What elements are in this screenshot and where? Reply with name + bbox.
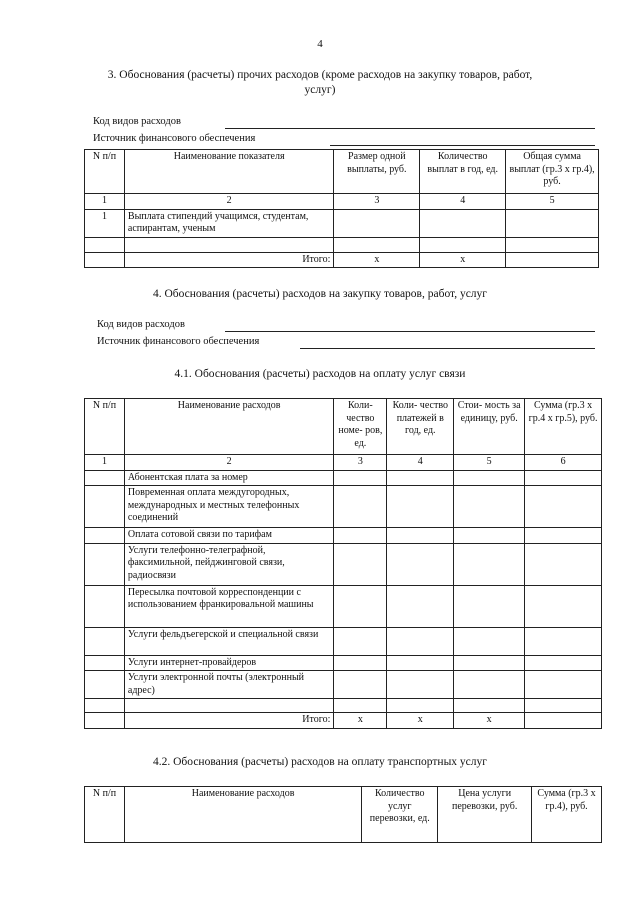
empty-cell[interactable] [85,486,125,528]
empty-cell[interactable] [334,585,387,627]
section41-title: 4.1. Обоснования (расчеты) расходов на оплату услуг связи [174,368,466,380]
table-row [85,671,602,699]
table-header-row [85,399,602,455]
table-row [85,470,602,486]
section3-title-line1: 3. Обоснования (расчеты) прочих расходов (кроме расходов на закупку товаров, работ, [107,69,533,81]
col-number: 3 [334,455,387,471]
empty-cell [85,713,125,729]
empty-cell[interactable] [85,671,125,699]
empty-cell[interactable] [454,528,525,544]
row-name: Услуги электронной почты (электронный адрес) [124,671,334,699]
table-row [85,627,602,655]
row-name: Абонентская плата за номер [124,470,334,486]
empty-cell[interactable] [334,528,387,544]
header-name: Наименование показателя [124,150,334,194]
total-sum-cell[interactable] [506,252,599,268]
total-x: x [334,252,420,268]
col-number: 1 [85,455,125,471]
empty-cell[interactable] [85,237,125,252]
empty-cell[interactable] [387,699,454,713]
empty-cell[interactable] [454,627,525,655]
total-x: x [454,713,525,729]
empty-cell[interactable] [420,209,506,237]
empty-cell[interactable] [454,585,525,627]
col-number: 2 [124,455,334,471]
table-header-row [85,150,599,194]
table-row [85,486,602,528]
empty-cell[interactable] [334,470,387,486]
section3-expense-code-line [225,128,595,129]
empty-cell[interactable] [387,585,454,627]
header-transport-price: Цена услуги перевозки, руб. [438,787,532,843]
empty-cell[interactable] [506,237,599,252]
header-name: Наименование расходов [124,787,361,843]
empty-cell[interactable] [124,699,334,713]
empty-cell[interactable] [334,237,420,252]
header-name: Наименование расходов [124,399,334,455]
table-row [85,585,602,627]
col-number: 3 [334,194,420,210]
empty-cell[interactable] [525,585,602,627]
empty-cell[interactable] [334,627,387,655]
empty-cell[interactable] [85,585,125,627]
empty-cell[interactable] [454,699,525,713]
table-row [85,543,602,585]
section4-funding-source-label: Источник финансового обеспечения [97,336,260,347]
empty-cell[interactable] [387,528,454,544]
section3-title-line2: услуг) [304,84,336,96]
total-x: x [387,713,454,729]
total-row [85,252,599,268]
section4-title: 4. Обоснования (расчеты) расходов на закупку товаров, работ, услуг [152,288,488,300]
empty-cell[interactable] [387,470,454,486]
empty-cell[interactable] [454,543,525,585]
empty-cell[interactable] [525,528,602,544]
row-name: Услуги телефонно-телеграфной, факсимильной, пейджинговой связи, радиосвязи [124,543,334,585]
empty-cell[interactable] [454,671,525,699]
empty-cell[interactable] [334,209,420,237]
empty-cell[interactable] [454,655,525,671]
empty-cell[interactable] [420,237,506,252]
empty-cell[interactable] [525,671,602,699]
empty-cell[interactable] [525,486,602,528]
column-number-row [85,455,602,471]
empty-cell [85,252,125,268]
header-num: N п/п [85,399,125,455]
header-payment-count: Количество выплат в год, ед. [420,150,506,194]
col-number: 6 [525,455,602,471]
total-label: Итого: [124,713,334,729]
empty-cell[interactable] [85,655,125,671]
col-number: 4 [420,194,506,210]
table-header-row [85,787,602,843]
empty-cell[interactable] [334,543,387,585]
empty-cell[interactable] [334,486,387,528]
empty-cell[interactable] [124,237,334,252]
row-name: Оплата сотовой связи по тарифам [124,528,334,544]
empty-cell[interactable] [85,528,125,544]
empty-cell[interactable] [85,470,125,486]
empty-cell[interactable] [387,655,454,671]
empty-cell[interactable] [525,627,602,655]
header-transport-count: Количество услуг перевозки, ед. [362,787,438,843]
page-number: 4 [317,38,323,50]
row-name: Выплата стипендий учащимся, студентам, аспирантам, ученым [124,209,334,237]
row-num: 1 [85,209,125,237]
header-num: N п/п [85,787,125,843]
row-name: Услуги интернет-провайдеров [124,655,334,671]
col-number: 2 [124,194,334,210]
col-number: 5 [506,194,599,210]
empty-cell[interactable] [525,699,602,713]
section4-expense-code-label: Код видов расходов [97,319,185,330]
section3-table [84,149,599,268]
row-name: Пересылка почтовой корреспонденции с использованием франкировальной машины [124,585,334,627]
section41-table [84,398,602,729]
col-number: 4 [387,455,454,471]
empty-cell[interactable] [85,543,125,585]
total-sum-cell[interactable] [525,713,602,729]
empty-cell[interactable] [85,627,125,655]
total-row [85,713,602,729]
empty-cell[interactable] [387,486,454,528]
empty-cell[interactable] [454,486,525,528]
section4-funding-source-line [300,348,595,349]
header-total-sum: Общая сумма выплат (гр.3 х гр.4), руб. [506,150,599,194]
table-row [85,528,602,544]
empty-cell[interactable] [334,671,387,699]
row-name: Повременная оплата междугородных, международных и местных телефонных соединений [124,486,334,528]
total-label: Итого: [124,252,334,268]
header-sum: Сумма (гр.3 х гр.4 х гр.5), руб. [525,399,602,455]
total-x: x [420,252,506,268]
row-name: Услуги фельдъегерской и специальной связи [124,627,334,655]
header-payment-size: Размер одной выплаты, руб. [334,150,420,194]
table-row [85,655,602,671]
table-row [85,209,599,237]
total-x: x [334,713,387,729]
table-row [85,699,602,713]
empty-cell[interactable] [506,209,599,237]
empty-cell[interactable] [334,655,387,671]
empty-cell[interactable] [387,627,454,655]
header-num: N п/п [85,150,125,194]
section3-expense-code-label: Код видов расходов [93,116,181,127]
empty-cell[interactable] [387,671,454,699]
header-numbers-count: Коли- чество номе- ров, ед. [334,399,387,455]
section4-expense-code-line [225,331,595,332]
col-number: 5 [454,455,525,471]
section42-table [84,786,602,843]
empty-cell[interactable] [454,470,525,486]
header-payments-count: Коли- чество платежей в год, ед. [387,399,454,455]
header-sum: Сумма (гр.3 х гр.4), руб. [532,787,602,843]
section3-funding-source-line [330,145,595,146]
empty-cell[interactable] [525,470,602,486]
header-unit-cost: Стои- мость за единицу, руб. [454,399,525,455]
column-number-row [85,194,599,210]
empty-cell[interactable] [85,699,125,713]
empty-cell[interactable] [387,543,454,585]
empty-cell[interactable] [334,699,387,713]
empty-cell[interactable] [525,543,602,585]
empty-cell[interactable] [525,655,602,671]
table-row [85,237,599,252]
section3-title [60,68,580,98]
col-number: 1 [85,194,125,210]
section3-funding-source-label: Источник финансового обеспечения [93,133,256,144]
section42-title: 4.2. Обоснования (расчеты) расходов на оплату транспортных услуг [153,756,487,768]
